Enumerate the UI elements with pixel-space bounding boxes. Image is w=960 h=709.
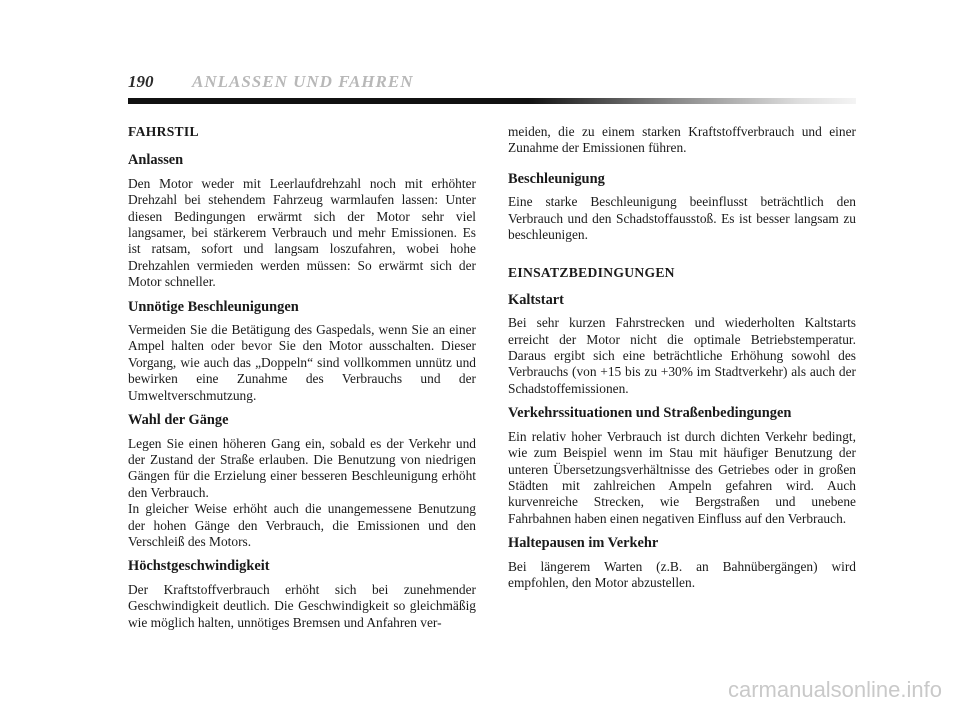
header-rule: [128, 98, 856, 104]
heading-beschleunigung: Beschleunigung: [508, 170, 605, 187]
paragraph-wahl-der-gaenge-1: Legen Sie einen höheren Gang ein, sobald es der Verkehr und der Zustand der Straße erlauben. Die Benutzung von niedrigen Gängen für die Erzielung einer besseren Beschleunigung erhöht den Verbrauch.: [128, 435, 476, 500]
heading-kaltstart: Kaltstart: [508, 291, 564, 308]
paragraph-kaltstart: Bei sehr kurzen Fahrstrecken und wiederholten Kaltstarts erreicht der Motor nicht die optimale Betriebstemperatur. Daraus ergibt sich eine beträchtliche Erhöhung sowohl des Verbrauchs (von +15 bis zu +30% im Stadtverkehr) als auch der Schadstoffemissionen.: [508, 315, 856, 396]
heading-hoechstgeschwindigkeit: Höchstgeschwindigkeit: [128, 558, 270, 575]
chapter-title: ANLASSEN UND FAHREN: [192, 72, 414, 91]
paragraph-verkehrssituationen: Ein relativ hoher Verbrauch ist durch dichten Verkehr bedingt, wie zum Beispiel wenn im Stau mit häufiger Benutzung der unteren Übersetzungsverhältnisse des Getriebes oder in großen Städten mit zahlreichen Ampeln gefahren wird. Auch kurvenreiche Strecken, wie Bergstraßen und unebene Fahrbahnen haben einen negativen Einfluss auf den Verbrauch.: [508, 428, 856, 526]
left-column: [128, 124, 476, 639]
paragraph-anlassen: Den Motor weder mit Leerlaufdrehzahl noch mit erhöhter Drehzahl bei stehendem Fahrzeug warmlaufen lassen: Unter diesen Bedingungen erwärmt sich der Motor sehr viel langsamer, bei stärkerem Verbrauch und mehr Emissionen. Es ist ratsam, sofort und langsam loszufahren, wobei hohe Drehzahlen vermieden werden müssen: So erwärmt sich der Motor schneller.: [128, 175, 476, 290]
heading-verkehrssituationen: Verkehrssituationen und Straßenbedingungen: [508, 405, 792, 422]
paragraph-hoechstgeschwindigkeit: Der Kraftstoffverbrauch erhöht sich bei zunehmender Geschwindigkeit deutlich. Die Geschwindigkeit so gleichmäßig wie möglich halten, unnötiges Bremsen und Anfahren ver-: [128, 581, 476, 630]
paragraph-unnoetige-beschleunigungen: Vermeiden Sie die Betätigung des Gaspedals, wenn Sie an einer Ampel halten oder bevor Sie den Motor ausschalten. Dieser Vorgang, wie auch das „Doppeln“ sind vollkommen unnütz und bewirken eine Zunahme des Verbrauchs und der Umweltverschmutzung.: [128, 322, 476, 403]
section-title-fahrstil: FAHRSTIL: [128, 124, 199, 139]
paragraph-beschleunigung: Eine starke Beschleunigung beeinflusst beträchtlich den Verbrauch und den Schadstoffausstoß. Es ist besser langsam zu beschleunigen.: [508, 194, 856, 243]
paragraph-continuation: meiden, die zu einem starken Kraftstoffverbrauch und einer Zunahme der Emissionen führen.: [508, 124, 856, 156]
heading-anlassen: Anlassen: [128, 152, 184, 169]
right-column: [508, 124, 856, 599]
heading-wahl-der-gaenge: Wahl der Gänge: [128, 412, 229, 429]
paragraph-haltepausen: Bei längerem Warten (z.B. an Bahnübergängen) wird empfohlen, den Motor abzustellen.: [508, 558, 856, 590]
watermark-text: carmanualsonline.info: [727, 677, 942, 702]
paragraph-wahl-der-gaenge-2: In gleicher Weise erhöht auch die unangemessene Benutzung der hohen Gänge den Verbrauch, die Emissionen und den Verschleiß des Motors.: [128, 501, 476, 549]
page-number: 190: [128, 72, 154, 91]
heading-unnoetige-beschleunigungen: Unnötige Beschleunigungen: [128, 298, 299, 315]
heading-haltepausen: Haltepausen im Verkehr: [508, 535, 659, 552]
section-title-einsatzbedingungen: EINSATZBEDINGUNGEN: [508, 265, 675, 281]
